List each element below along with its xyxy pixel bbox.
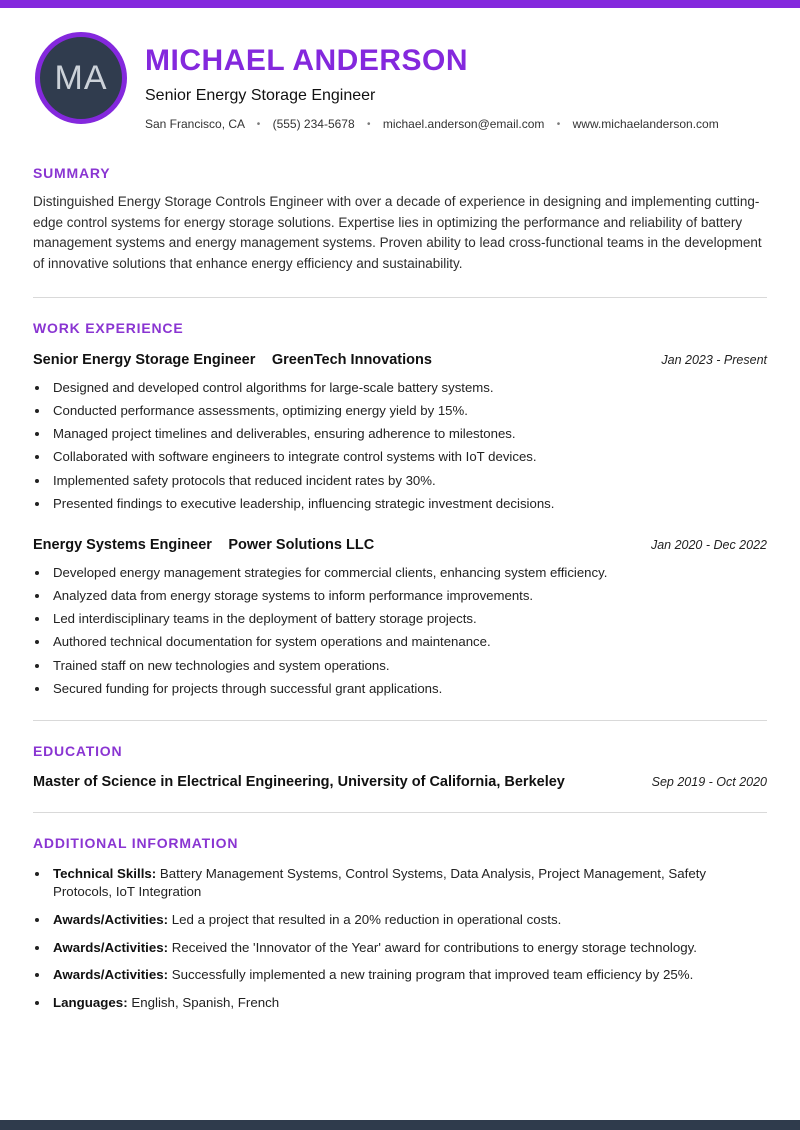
- bullet-item: • Presented findings to executive leadership, influencing strategic investment decisions.: [50, 496, 767, 513]
- contact-phone: (555) 234-5678: [272, 117, 355, 131]
- contact-email: michael.anderson@email.com: [382, 117, 545, 131]
- bullet-item: • Conducted performance assessments, optimizing energy yield by 15%.: [50, 403, 767, 420]
- education-entry: [33, 774, 767, 790]
- bullet-item: • Implemented safety protocols that reduced incident rates by 30%.: [50, 473, 767, 490]
- summary-text: Distinguished Energy Storage Controls Engineer with over a decade of experience in designing and implementing cutting-edge control systems for energy storage solutions. Expertise lies in optimizing the performance and reliability of battery management systems and energy management systems. Proven ability to lead cross-functional teams in the development of innovative solutions that enhance energy efficiency and sustainability.: [33, 194, 762, 271]
- job-header: [33, 536, 767, 554]
- bullet-item: • Trained staff on new technologies and system operations.: [50, 658, 767, 675]
- education-degree: Master of Science in Electrical Engineering, University of California, Berkeley: [33, 773, 565, 790]
- additional-information-heading: ADDITIONAL INFORMATION: [33, 834, 239, 851]
- info-item-label: Awards/Activities:: [53, 939, 169, 955]
- info-item-text: Received the 'Innovator of the Year' award for contributions to energy storage technology.: [171, 939, 697, 955]
- info-item: [50, 911, 767, 930]
- info-item-label: Awards/Activities:: [53, 967, 169, 983]
- contact-line: [145, 117, 719, 131]
- work-experience-section: [33, 320, 767, 698]
- person-job-title: Senior Energy Storage Engineer: [145, 87, 376, 104]
- bullet-item: • Secured funding for projects through successful grant applications.: [50, 681, 767, 698]
- bullet-item: • Developed energy management strategies for commercial clients, enhancing system efficiency.: [50, 565, 767, 582]
- bullet-item: • Collaborated with software engineers to integrate control systems with IoT devices.: [50, 449, 767, 466]
- job-role: Energy Systems Engineer: [33, 536, 212, 553]
- resume-content: [0, 165, 800, 1012]
- section-divider: [33, 720, 767, 721]
- job-company: GreenTech Innovations: [271, 351, 432, 368]
- job-entry: [33, 351, 767, 513]
- summary-heading: SUMMARY: [33, 165, 111, 181]
- contact-separator-icon: •: [366, 119, 371, 130]
- job-titles: [33, 536, 374, 554]
- job-entry: [33, 536, 767, 698]
- bottom-accent-bar: [0, 1120, 800, 1130]
- additional-information-section: [33, 835, 767, 1013]
- work-experience-heading: WORK EXPERIENCE: [33, 319, 184, 336]
- education-section: [33, 743, 767, 790]
- job-dates: Jan 2020 - Dec 2022: [650, 537, 767, 552]
- education-heading: EDUCATION: [33, 742, 123, 759]
- header-text: [145, 32, 719, 131]
- additional-info-list: [33, 865, 767, 1013]
- section-divider: [33, 812, 767, 813]
- person-name: MICHAEL ANDERSON: [145, 44, 469, 77]
- info-item-text: Battery Management Systems, Control Systems, Data Analysis, Project Management, Safety Protocols, IoT Integration: [53, 865, 707, 900]
- job-bullet-list: [33, 565, 767, 698]
- resume-header: [0, 8, 800, 131]
- top-accent-bar: [0, 0, 800, 8]
- contact-website: www.michaelanderson.com: [572, 117, 719, 131]
- job-dates: Jan 2023 - Present: [661, 352, 767, 367]
- education-dates: Sep 2019 - Oct 2020: [651, 774, 767, 789]
- info-item: [50, 966, 767, 985]
- bullet-item: • Managed project timelines and deliverables, ensuring adherence to milestones.: [50, 426, 767, 443]
- job-role: Senior Energy Storage Engineer: [33, 351, 256, 368]
- job-titles: [33, 351, 432, 369]
- contact-separator-icon: •: [556, 119, 561, 130]
- bullet-item: • Led interdisciplinary teams in the deployment of battery storage projects.: [50, 611, 767, 628]
- info-item: [50, 994, 767, 1013]
- section-divider: [33, 297, 767, 298]
- info-item-text: English, Spanish, French: [131, 994, 280, 1010]
- avatar-initials: MA: [54, 58, 108, 97]
- summary-section: [33, 165, 767, 275]
- info-item-label: Technical Skills:: [53, 865, 157, 881]
- info-item-text: Led a project that resulted in a 20% reduction in operational costs.: [171, 911, 562, 927]
- info-item-label: Languages:: [53, 994, 128, 1010]
- avatar: [35, 32, 127, 124]
- contact-separator-icon: •: [256, 119, 261, 130]
- bullet-item: • Analyzed data from energy storage systems to inform performance improvements.: [50, 588, 767, 605]
- bullet-item: • Designed and developed control algorithms for large-scale battery systems.: [50, 380, 767, 397]
- job-company: Power Solutions LLC: [228, 536, 375, 553]
- job-bullet-list: [33, 380, 767, 513]
- contact-location: San Francisco, CA: [145, 117, 245, 131]
- info-item: [50, 865, 767, 902]
- bullet-item: • Authored technical documentation for system operations and maintenance.: [50, 634, 767, 651]
- job-header: [33, 351, 767, 369]
- info-item-text: Successfully implemented a new training program that improved team efficiency by 25%.: [171, 967, 694, 983]
- info-item: [50, 939, 767, 958]
- info-item-label: Awards/Activities:: [53, 911, 169, 927]
